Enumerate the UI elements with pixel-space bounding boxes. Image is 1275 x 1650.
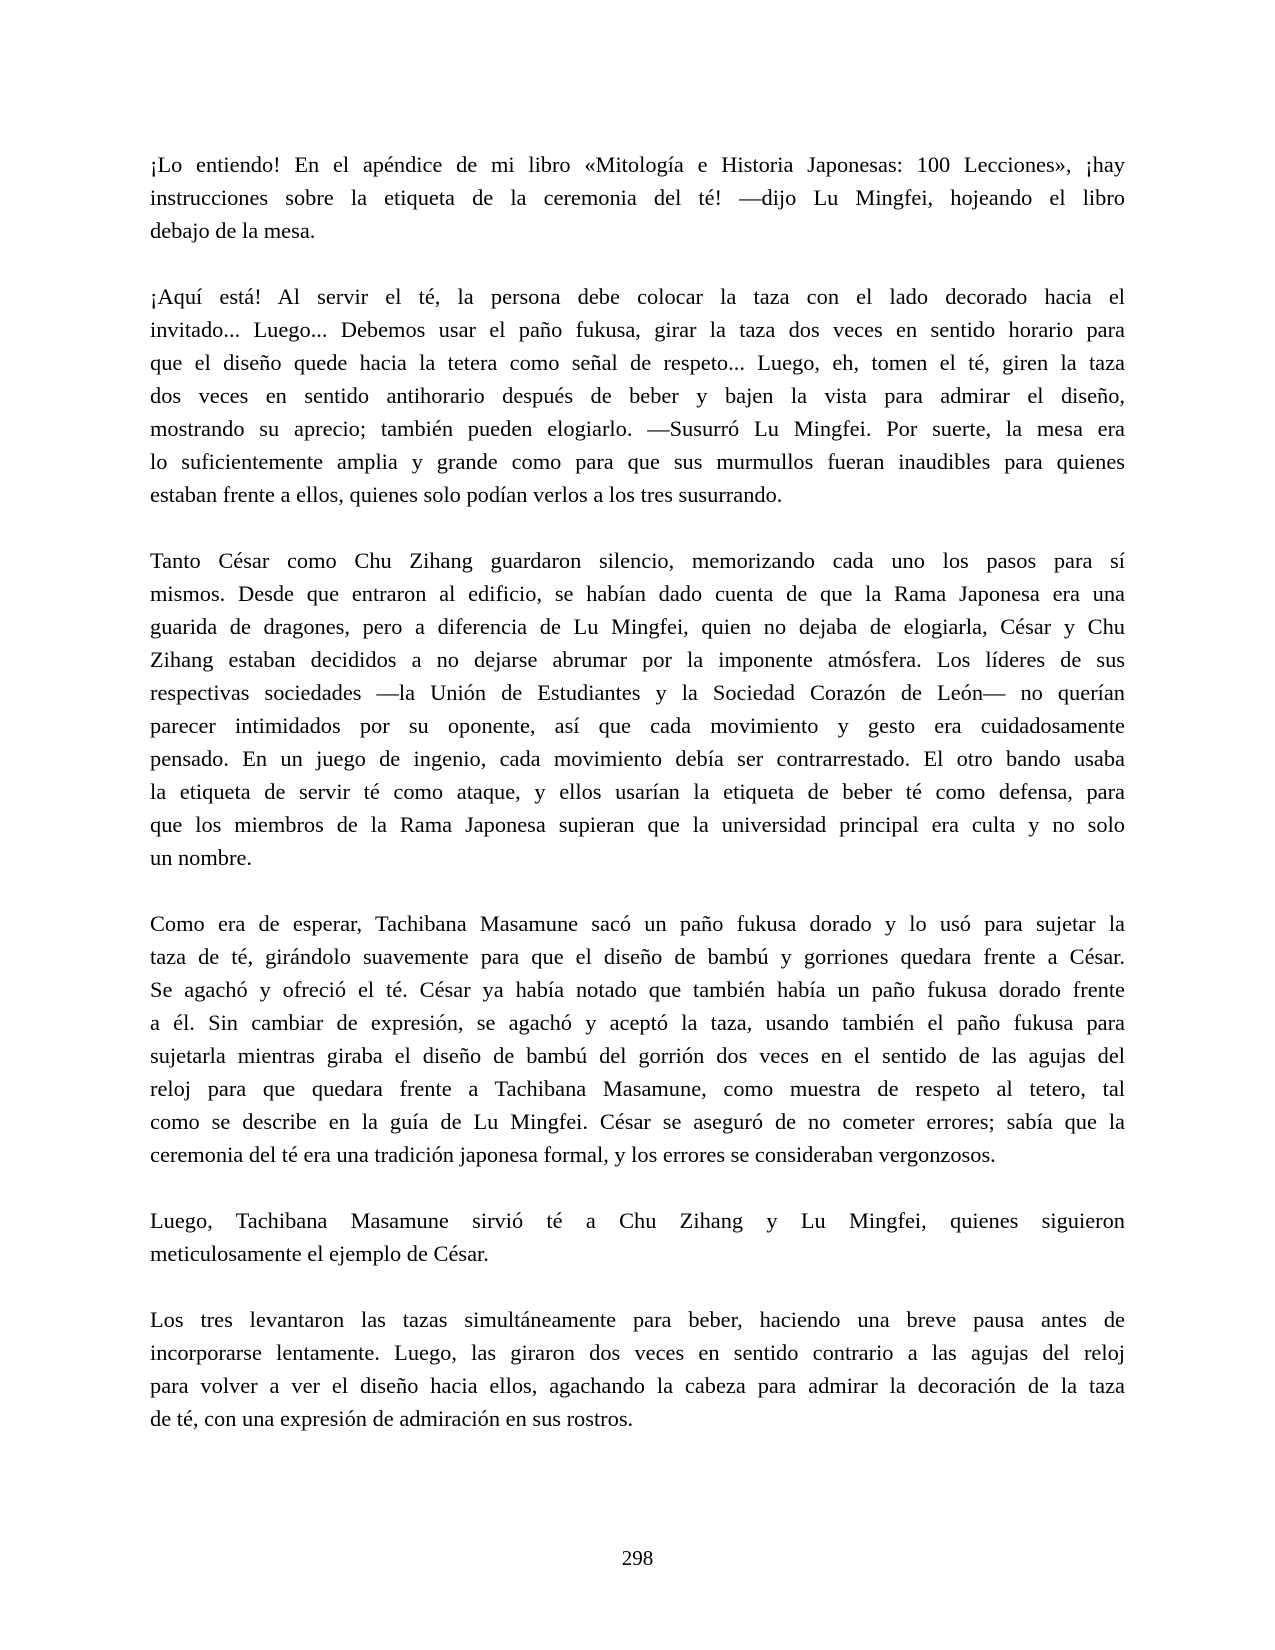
text-line: mostrando su aprecio; también pueden elogiarlo. —Susurró Lu Mingfei. Por suerte, la mesa era	[150, 416, 1125, 441]
text-line: dos veces en sentido antihorario después de beber y bajen la vista para admirar el diseño,	[150, 383, 1125, 408]
text-line: Los tres levantaron las tazas simultáneamente para beber, haciendo una breve pausa antes de	[150, 1307, 1125, 1332]
paragraph-1	[150, 148, 1125, 247]
text-line: Como era de esperar, Tachibana Masamune sacó un paño fukusa dorado y lo usó para sujetar la	[150, 911, 1125, 936]
text-line: pensado. En un juego de ingenio, cada movimiento debía ser contrarrestado. El otro bando usaba	[150, 746, 1125, 771]
text-line: respectivas sociedades —la Unión de Estudiantes y la Sociedad Corazón de León— no querían	[150, 680, 1125, 705]
text-line: sujetarla mientras giraba el diseño de bambú del gorrión dos veces en el sentido de las agujas del	[150, 1043, 1125, 1068]
text-line: invitado... Luego... Debemos usar el paño fukusa, girar la taza dos veces en sentido horario para	[150, 317, 1125, 342]
text-line: guarida de dragones, pero a diferencia de Lu Mingfei, quien no dejaba de elogiarla, César y Chu	[150, 614, 1125, 639]
text-line: que el diseño quede hacia la tetera como señal de respeto... Luego, eh, tomen el té, giren la taza	[150, 350, 1125, 375]
text-line: taza de té, girándolo suavemente para que el diseño de bambú y gorriones quedara frente a César.	[150, 944, 1125, 969]
text-line: meticulosamente el ejemplo de César.	[150, 1241, 489, 1266]
paragraph-6	[150, 1303, 1125, 1435]
text-line: parecer intimidados por su oponente, así que cada movimiento y gesto era cuidadosamente	[150, 713, 1125, 738]
body-text	[150, 148, 1125, 1468]
text-line: lo suficientemente amplia y grande como para que sus murmullos fueran inaudibles para quienes	[150, 449, 1125, 474]
text-line: para volver a ver el diseño hacia ellos, agachando la cabeza para admirar la decoración de la taza	[150, 1373, 1125, 1398]
page-number: 298	[621, 1546, 654, 1570]
text-line: a él. Sin cambiar de expresión, se agachó y aceptó la taza, usando también el paño fukusa para	[150, 1010, 1125, 1035]
text-line: ceremonia del té era una tradición japonesa formal, y los errores se consideraban vergonzosos.	[150, 1142, 996, 1167]
text-line: instrucciones sobre la etiqueta de la ceremonia del té! —dijo Lu Mingfei, hojeando el libro	[150, 185, 1125, 210]
paragraph-2	[150, 280, 1125, 511]
text-line: un nombre.	[150, 845, 252, 870]
text-line: incorporarse lentamente. Luego, las giraron dos veces en sentido contrario a las agujas del reloj	[150, 1340, 1125, 1365]
paragraph-4	[150, 907, 1125, 1171]
text-line: que los miembros de la Rama Japonesa supieran que la universidad principal era culta y no solo	[150, 812, 1125, 837]
text-line: reloj para que quedara frente a Tachibana Masamune, como muestra de respeto al tetero, tal	[150, 1076, 1125, 1101]
text-line: estaban frente a ellos, quienes solo podían verlos a los tres susurrando.	[150, 482, 783, 507]
text-line: como se describe en la guía de Lu Mingfei. César se aseguró de no cometer errores; sabía que la	[150, 1109, 1125, 1134]
text-line: Se agachó y ofreció el té. César ya había notado que también había un paño fukusa dorado frente	[150, 977, 1125, 1002]
text-line: mismos. Desde que entraron al edificio, se habían dado cuenta de que la Rama Japonesa era una	[150, 581, 1125, 606]
text-line: de té, con una expresión de admiración en sus rostros.	[150, 1406, 634, 1431]
text-line: Zihang estaban decididos a no dejarse abrumar por la imponente atmósfera. Los líderes de sus	[150, 647, 1125, 672]
text-line: debajo de la mesa.	[150, 218, 316, 243]
paragraph-3	[150, 544, 1125, 874]
text-line: Luego, Tachibana Masamune sirvió té a Chu Zihang y Lu Mingfei, quienes siguieron	[150, 1208, 1125, 1233]
text-line: la etiqueta de servir té como ataque, y ellos usarían la etiqueta de beber té como defensa, para	[150, 779, 1125, 804]
text-line: ¡Aquí está! Al servir el té, la persona debe colocar la taza con el lado decorado hacia el	[150, 284, 1125, 309]
text-line: ¡Lo entiendo! En el apéndice de mi libro «Mitología e Historia Japonesas: 100 Lecciones», ¡hay	[150, 152, 1125, 177]
text-line: Tanto César como Chu Zihang guardaron silencio, memorizando cada uno los pasos para sí	[150, 548, 1125, 573]
paragraph-5	[150, 1204, 1125, 1270]
